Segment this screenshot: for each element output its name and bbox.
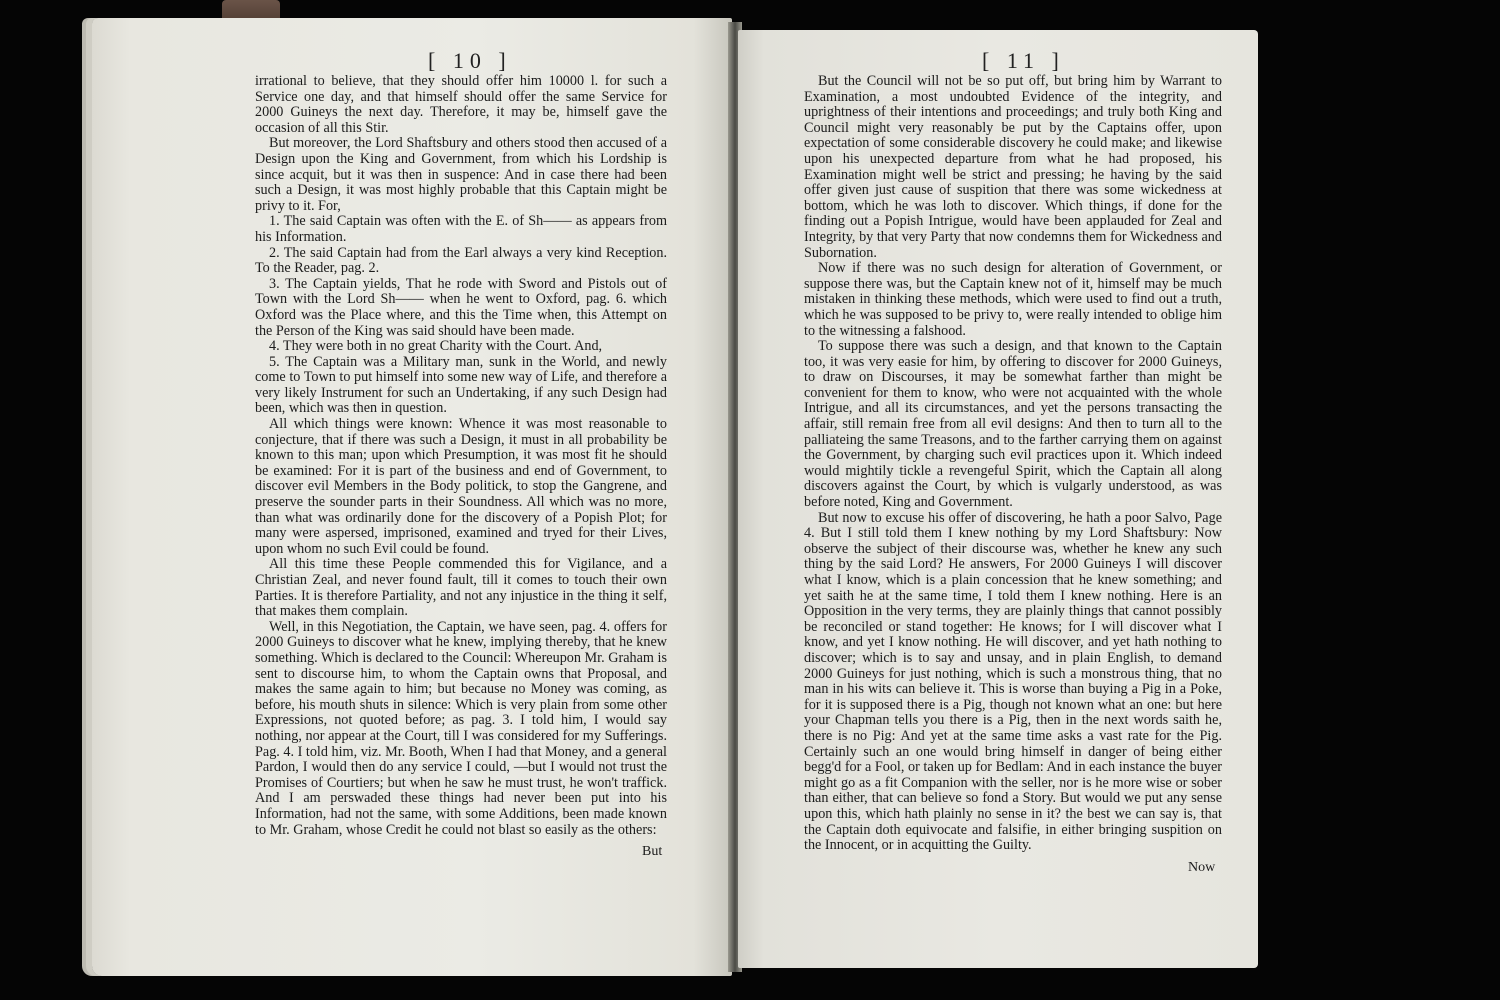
paragraph: All this time these People commended this for Vigilance, and a Christian Zeal, and never found fault, till it comes to touch their own Parties. It is therefore Partiality, and not any injustice in the thing it self, that makes them complain. [255,556,667,620]
left-page-text [255,74,667,838]
paragraph: 3. The Captain yields, That he rode with Sword and Pistols out of Town with the Lord Sh—— when he went to Oxford, pag. 6. which Oxford was the Place where, and this the Time when, this Attempt on the Person of the King was said should have been made. [255,275,667,339]
paragraph: 1. The said Captain was often with the E. of Sh—— as appears from his Information. [255,213,667,245]
paragraph: But moreover, the Lord Shaftsbury and others stood then accused of a Design upon the King and Government, from which his Lordship is since acquit, but it was then in suspence: And in case there had been such a Design, it was most highly probable that this Captain might be privy to it. For, [255,135,667,214]
paragraph: Now if there was no such design for alteration of Government, or suppose there was, but the Captain knew not of it, himself may be much mistaken in thinking these methods, which were used to find out a truth, which he was supposed to be privy to, were really intended to oblige him to the witnessing a falshood. [804,260,1222,339]
page-number-left: [ 10 ] [428,48,512,73]
paragraph: 4. They were both in no great Charity with the Court. And, [269,338,603,355]
left-page [92,18,732,976]
catchword-right: Now [1188,860,1216,875]
paragraph: But now to excuse his offer of discovering, he hath a poor Salvo, Page 4. But I still told them I knew nothing by my Lord Shaftsbury: Now observe the subject of their discourse was, whether he knew any such thing by the said Lord? He answers, For 2000 Guineys I will discover what I know, which is a plain concession that he knew something; and yet saith he at the same time, I told them I knew nothing. Here is an Opposition in the very terms, they are plainly things that cannot possibly be reconciled or stand together: He knows; for I will discover what I know, and yet I know nothing. He will discover, and yet hath nothing to discover; which is to say and unsay, and in plain English, to demand 2000 Guineys for just nothing, which is such a monstrous thing, that no man in his wits can believe it. This is worse than buying a Pig in a Poke, for it is supposed there is a Pig, though not known what an one: but here your Chapman tells you there is a Pig, then in the next words saith he, there is no Pig: And yet at the same time asks a vast rate for the Pig. Certainly such an one would bring himself in danger of being either begg'd for a Fool, or taken up for Bedlam: And in each instance the buyer might go as a fit Companion with the seller, nor is he more wise or sober than either, that can believe so fond a Story. But would we put any sense upon this, which hath plainly no sense in it? the best we can say is, that the Captain doth equivocate and falsifie, in either bringing suspition on the Innocent, or in acquitting the Guilty. [804,509,1222,854]
right-page [738,30,1258,968]
paragraph: 5. The Captain was a Military man, sunk in the World, and newly come to Town to put himself into some new way of Life, and therefore a very likely Instrument for such an Undertaking, if any such Design had been, which was then in question. [255,353,667,417]
paragraph: To suppose there was such a design, and that known to the Captain too, it was very easie for him, by offering to discover for 2000 Guineys, to draw on Discourses, it may be somewhat farther than might be convenient for them to know, who were not acquainted with the whole Intrigue, and all its circumstances, and yet the persons transacting the affair, still remain free from all evil designs: And then to turn all to the palliateing the same Treasons, and to the farther carrying them on against the Government, by charging such evil practices upon it. Which indeed would mightily tickle a revengeful Spirit, which the Captain all along discovers against the Court, by which is vulgarly understood, as was before noted, King and Government. [804,338,1222,511]
right-page-text [804,74,1222,854]
paragraph: 2. The said Captain had from the Earl always a very kind Reception. To the Reader, pag. 2. [255,244,667,277]
paragraph: irrational to believe, that they should offer him 10000 l. for such a Service one day, and that himself should offer the same Service for 2000 Guineys the next day. Therefore, it may be, himself gave the occasion of all this Stir. [255,73,667,136]
catchword-left: But [642,844,663,859]
page-number-right: [ 11 ] [982,48,1065,73]
paragraph: Well, in this Negotiation, the Captain, we have seen, pag. 4. offers for 2000 Guineys to discover what he knew, implying thereby, that he knew something. Which is declared to the Council: Whereupon Mr. Graham is sent to discourse him, to whom the Captain owns that Proposal, and makes the same again to him; but because no Money was coming, as before, his mouth shuts in silence: Which is very plain from some other Expressions, not quoted before; as pag. 3. I told him, I would say nothing, nor appear at the Court, till I was considered for my Sufferings. Pag. 4. I told him, viz. Mr. Booth, When I had that Money, and a general Pardon, I would then do any service I could, —but I would not trust the Promises of Courtiers; but when he saw he must trust, he won't traffick. And I am perswaded these things had never been put into his Information, had not the same, with some Additions, been made known to Mr. Graham, whose Credit he could not blast so easily as the others: [255,618,667,838]
paragraph: All which things were known: Whence it was most reasonable to conjecture, that if there was such a Design, it must in all probability be known to this man; upon which Presumption, it was most fit he should be examined: For it is part of the business and end of Government, to discover evil Members in the Body politick, to stop the Gangrene, and preserve the sounder parts in their Soundness. All which was no more, than what was ordinarily done for the discovery of a Popish Plot; for many were aspersed, imprisoned, examined and tryed for their Lives, upon whom no such Evil could be found. [255,416,667,557]
paragraph: But the Council will not be so put off, but bring him by Warrant to Examination, a most undoubted Evidence of the integrity, and uprightness of their intentions and proceedings; and truly both King and Council might very reasonably be put by the Captains offer, upon expectation of some considerable discovery he could make; and likewise upon his unexpected departure from what he had proposed, his Examination might well be strict and pressing; he having by the said offer given just cause of suspition that there was some wickedness at bottom, which he was loth to discover. Which things, if done for the finding out a Popish Intrigue, would have been applauded for Zeal and Integrity, by that very Party that now condemns them for Wickedness and Subornation. [804,73,1222,261]
